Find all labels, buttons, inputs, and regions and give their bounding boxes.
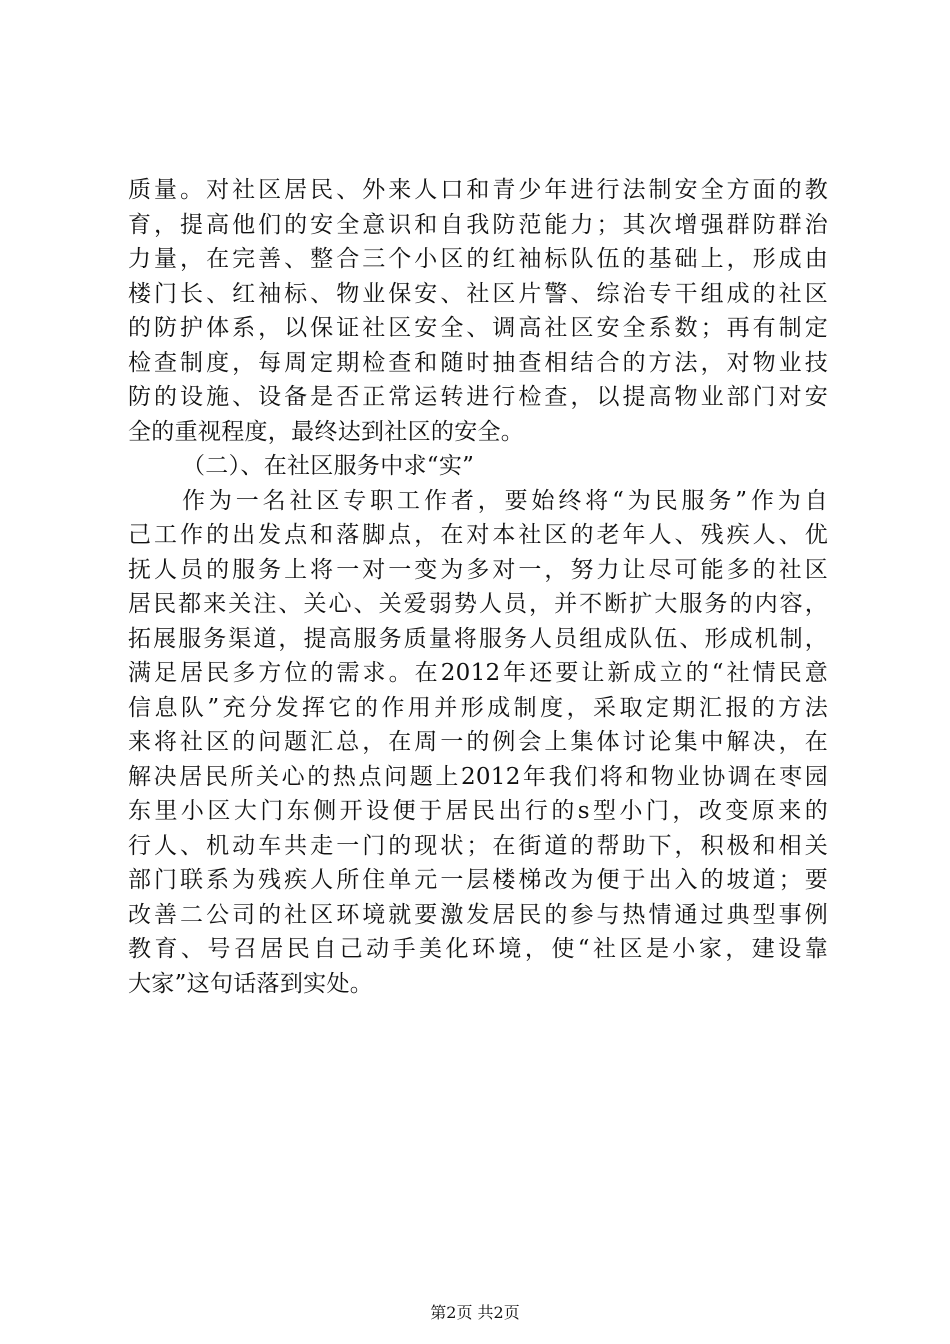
page-number-footer: 第2页 共2页 xyxy=(430,1303,520,1322)
text-line: 己工作的出发点和落脚点，在对本社区的老年人、残疾人、优 xyxy=(128,522,828,548)
text-line: 改善二公司的社区环境就要激发居民的参与热情通过典型事例 xyxy=(128,901,828,928)
text-line: 全的重视程度，最终达到社区的安全。 xyxy=(128,418,525,445)
document-body xyxy=(128,173,828,1001)
text-line: 楼门长、红袖标、物业保安、社区片警、综治专干组成的社区 xyxy=(128,280,828,307)
text-line: 质量。对社区居民、外来人口和青少年进行法制安全方面的教 xyxy=(128,177,828,203)
section-heading: （二）、在社区服务中求“实” xyxy=(182,453,475,479)
text-line: 东里小区大门东侧开设便于居民出行的s型小门，改变原来的 xyxy=(128,798,828,824)
text-line: 部门联系为残疾人所住单元一层楼梯改为便于出入的坡道；要 xyxy=(128,867,828,893)
paragraph-safety xyxy=(128,173,828,449)
text-line: 解决居民所关心的热点问题上2012年我们将和物业协调在枣园 xyxy=(128,763,828,790)
text-line: 教育、号召居民自己动手美化环境，使“社区是小家，建设靠 xyxy=(128,936,828,962)
text-line: 行人、机动车共走一门的现状；在街道的帮助下，积极和相关 xyxy=(128,832,828,859)
text-line: 的防护体系，以保证社区安全、调高社区安全系数；再有制定 xyxy=(128,315,828,341)
paragraph-service xyxy=(128,484,828,1002)
text-line: 拓展服务渠道，提高服务质量将服务人员组成队伍、形成机制， xyxy=(128,625,828,652)
text-line: 防的设施、设备是否正常运转进行检查，以提高物业部门对安 xyxy=(128,384,828,410)
text-line: 育，提高他们的安全意识和自我防范能力；其次增强群防群治 xyxy=(128,211,828,238)
text-line: 满足居民多方位的需求。在2012年还要让新成立的“社情民意 xyxy=(128,660,828,686)
text-line: 居民都来关注、关心、关爱弱势人员，并不断扩大服务的内容， xyxy=(128,591,828,617)
text-line: 大家”这句话落到实处。 xyxy=(128,970,374,997)
text-line: 信息队”充分发挥它的作用并形成制度，采取定期汇报的方法 xyxy=(128,694,828,721)
text-line: 力量，在完善、整合三个小区的红袖标队伍的基础上，形成由 xyxy=(128,246,828,272)
text-line: 检查制度，每周定期检查和随时抽查相结合的方法，对物业技 xyxy=(128,349,828,376)
text-line: 作为一名社区专职工作者，要始终将“为民服务”作为自 xyxy=(182,487,828,514)
text-line: 抚人员的服务上将一对一变为多对一，努力让尽可能多的社区 xyxy=(128,556,828,583)
text-line: 来将社区的问题汇总，在周一的例会上集体讨论集中解决，在 xyxy=(128,729,828,755)
